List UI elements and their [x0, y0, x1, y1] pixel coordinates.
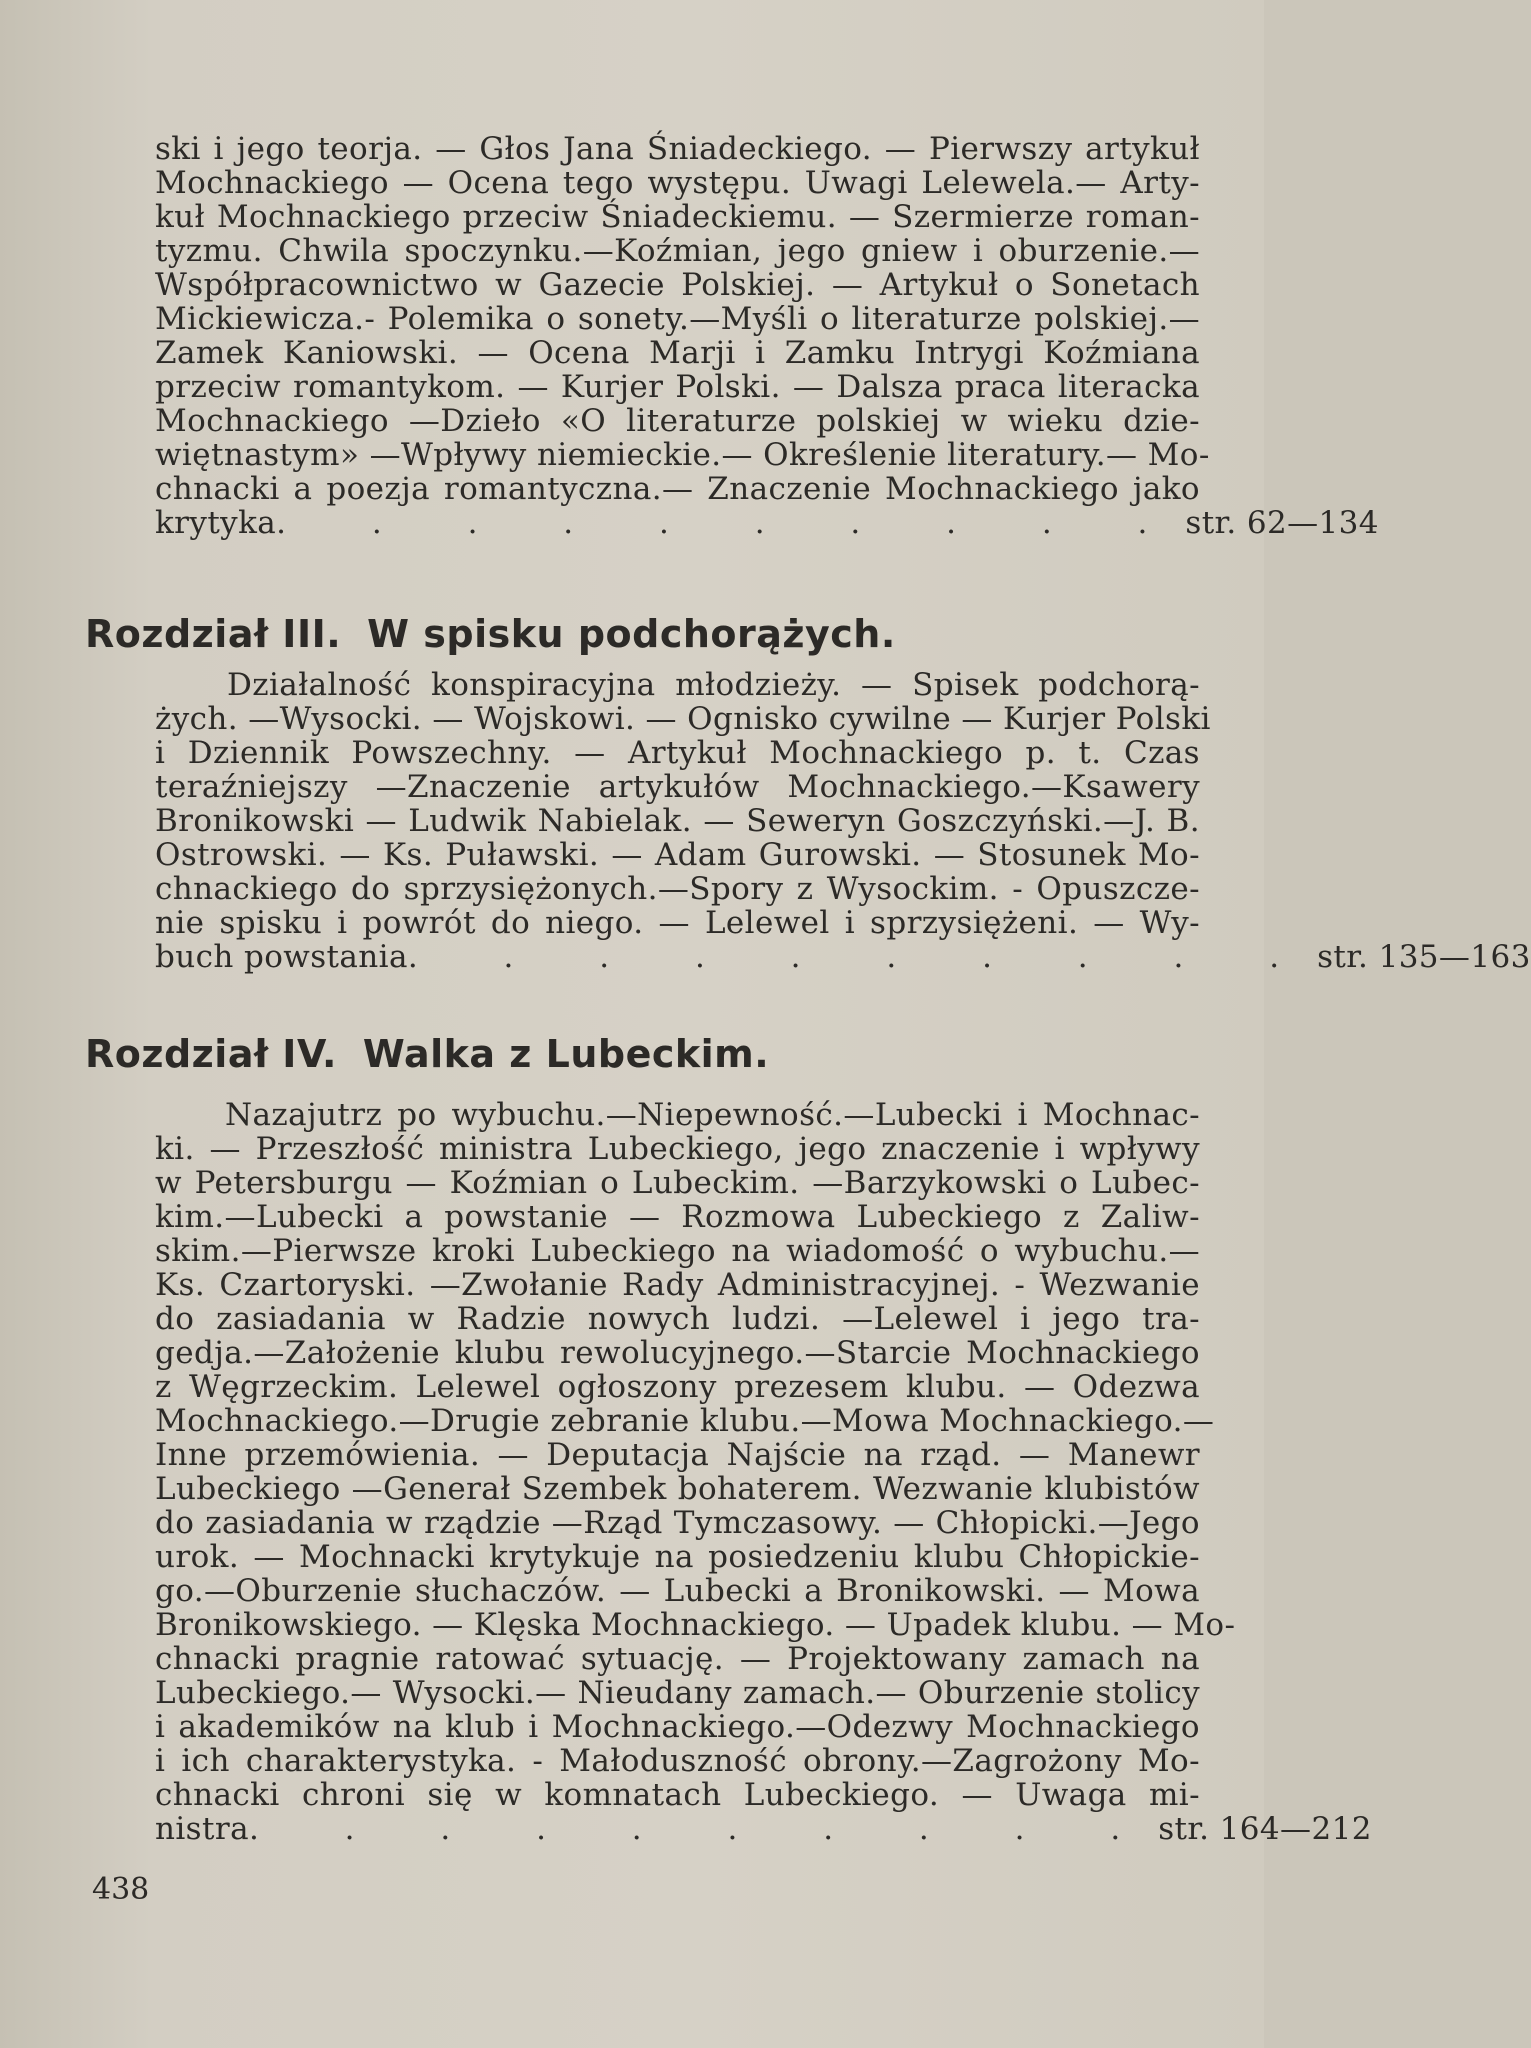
summary-line: Zamek Kaniowski. — Ocena Marji i Zamku Intrygi Koźmiana [155, 335, 1200, 371]
page-reference: str. 164—212 [1158, 1811, 1372, 1847]
summary-line: Bronikowskiego. — Klęska Mochnackiego. — Upadek klubu. — Mo- [155, 1607, 1236, 1643]
summary-line: Mickiewicza.- Polemika o sonety.—Myśli o literaturze polskiej.— [155, 301, 1200, 337]
summary-last-text: buch powstania [155, 939, 408, 975]
summary-line: Mochnackiego.—Drugie zebranie klubu.—Mowa Mochnackiego.— [155, 1403, 1215, 1439]
chapter-label: Rozdział III. [85, 612, 342, 656]
summary-line: go.—Oburzenie słuchaczów. — Lubecki a Bronikowski. — Mowa [155, 1573, 1200, 1609]
summary-line: z Węgrzeckim. Lelewel ogłoszony prezesem klubu. — Odezwa [155, 1369, 1200, 1405]
summary-line: Nazajutrz po wybuchu.—Niepewność.—Lubecki i Mochnac- [225, 1097, 1200, 1133]
summary-last-text: krytyka [155, 505, 277, 541]
chapter-summary [155, 1097, 1372, 1847]
chapter-title: W spisku podchorążych. [367, 612, 896, 656]
summary-line: Bronikowski — Ludwik Nabielak. — Seweryn Goszczyński.—J. B. [155, 803, 1200, 839]
summary-line: więtnastym» —Wpływy niemieckie.— Określenie literatury.— Mo- [155, 437, 1210, 473]
summary-line: skim.—Pierwsze kroki Lubeckiego na wiadomość o wybuchu.— [155, 1233, 1200, 1269]
summary-line: chnackiego do sprzysiężonych.—Spory z Wysockim. - Opuszcze- [155, 871, 1200, 907]
summary-line: chnacki a poezja romantyczna.— Znaczenie Mochnackiego jako [155, 471, 1200, 507]
summary-last-text: nistra [155, 1811, 249, 1847]
leader-dots: . . . . . . . . . . [276, 505, 1186, 541]
summary-line: i akademików na klub i Mochnackiego.—Odezwy Mochnackiego [155, 1709, 1200, 1745]
summary-line: Mochnackiego —Dzieło «O literaturze polskiej w wieku dzie- [155, 403, 1200, 439]
summary-line: gedja.—Założenie klubu rewolucyjnego.—Starcie Mochnackiego [155, 1335, 1200, 1371]
summary-line: Działalność konspiracyjna młodzieży. — Spisek podchorą- [227, 667, 1200, 703]
summary-line: kim.—Lubecki a powstanie — Rozmowa Lubeckiego z Zaliw- [155, 1199, 1200, 1235]
leader-dots: . . . . . . . . . . [248, 1811, 1159, 1847]
chapter-summary [155, 667, 1531, 975]
page-reference: str. 62—134 [1185, 505, 1379, 541]
summary-line: i Dziennik Powszechny. — Artykuł Mochnackiego p. t. Czas [155, 735, 1200, 771]
chapter-heading [85, 1032, 769, 1076]
chapter-heading [85, 612, 896, 656]
summary-line: Inne przemówienia. — Deputacja Najście na rząd. — Manewr [155, 1437, 1200, 1473]
summary-line: teraźniejszy —Znaczenie artykułów Mochnackiego.—Ksawery [155, 769, 1200, 805]
page-reference: str. 135—163 [1317, 939, 1531, 975]
page-number: 438 [92, 1872, 150, 1907]
summary-last-line [155, 939, 1531, 975]
intro-summary [155, 131, 1379, 541]
summary-line: tyzmu. Chwila spoczynku.—Koźmian, jego gniew i oburzenie.— [155, 233, 1200, 269]
summary-line: chnacki pragnie ratować sytuację. — Projektowany zamach na [155, 1641, 1200, 1677]
summary-line: Ostrowski. — Ks. Puławski. — Adam Gurowski. — Stosunek Mo- [155, 837, 1200, 873]
summary-line: Współpracownictwo w Gazecie Polskiej. — Artykuł o Sonetach [155, 267, 1200, 303]
summary-line: i ich charakterystyka. - Małoduszność obrony.—Zagrożony Mo- [155, 1743, 1200, 1779]
summary-line: do zasiadania w rządzie —Rząd Tymczasowy. — Chłopicki.—Jego [155, 1505, 1200, 1541]
summary-line: nie spisku i powrót do niego. — Lelewel i sprzysiężeni. — Wy- [155, 905, 1200, 941]
summary-line: Ks. Czartoryski. —Zwołanie Rady Administracyjnej. - Wezwanie [155, 1267, 1200, 1303]
summary-line: ki. — Przeszłość ministra Lubeckiego, jego znaczenie i wpływy [155, 1131, 1200, 1167]
chapter-title: Walka z Lubeckim. [362, 1032, 770, 1076]
summary-line: do zasiadania w Radzie nowych ludzi. —Lelewel i jego tra- [155, 1301, 1200, 1337]
summary-line: kuł Mochnackiego przeciw Śniadeckiemu. — Szermierze roman- [155, 199, 1200, 235]
summary-line: Lubeckiego.— Wysocki.— Nieudany zamach.— Oburzenie stolicy [155, 1675, 1200, 1711]
summary-line: przeciw romantykom. — Kurjer Polski. — Dalsza praca literacka [155, 369, 1200, 405]
summary-line: żych. —Wysocki. — Wojskowi. — Ognisko cywilne — Kurjer Polski [155, 701, 1211, 737]
summary-last-line [155, 1811, 1372, 1847]
summary-line: Mochnackiego — Ocena tego występu. Uwagi Lelewela.— Arty- [155, 165, 1200, 201]
summary-last-line [155, 505, 1379, 541]
summary-line: ski i jego teorja. — Głos Jana Śniadeckiego. — Pierwszy artykuł [155, 131, 1200, 167]
leader-dots: . . . . . . . . . . [407, 939, 1318, 975]
summary-line: w Petersburgu — Koźmian o Lubeckim. —Barzykowski o Lubec- [155, 1165, 1200, 1201]
summary-line: urok. — Mochnacki krytykuje na posiedzeniu klubu Chłopickie- [155, 1539, 1200, 1575]
summary-line: chnacki chroni się w komnatach Lubeckiego. — Uwaga mi- [155, 1777, 1200, 1813]
summary-line: Lubeckiego —Generał Szembek bohaterem. Wezwanie klubistów [155, 1471, 1200, 1507]
chapter-label: Rozdział IV. [85, 1032, 337, 1076]
